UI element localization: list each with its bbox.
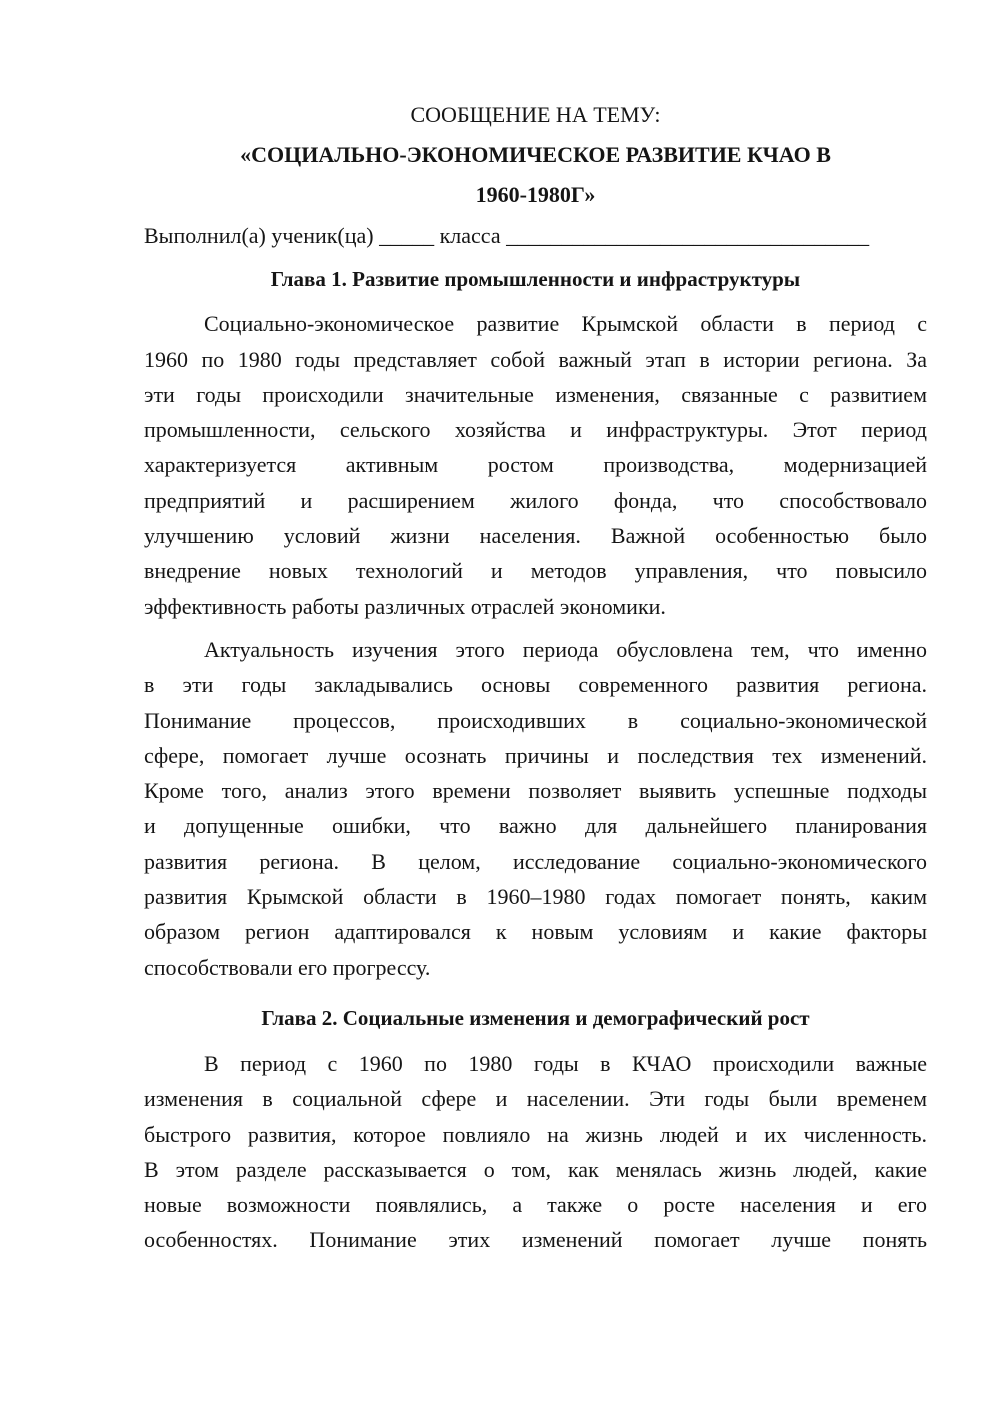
paragraph-line: особенностях. Понимание этих изменений помогает лучше понять [144, 1227, 927, 1253]
paragraph-line: Кроме того, анализ этого времени позволяет выявить успешные подходы [144, 778, 927, 804]
report-topic-line: «СОЦИАЛЬНО-ЭКОНОМИЧЕСКОЕ РАЗВИТИЕ КЧАО В [240, 142, 831, 167]
paragraph-line: предприятий и расширением жилого фонда, что способствовало [144, 487, 927, 513]
chapter-1-paragraph-1 [144, 306, 927, 624]
paragraph-line: быстрого развития, которое повлияло на жизнь людей и их численность. [144, 1121, 927, 1147]
chapter-1-paragraph-2 [144, 632, 927, 985]
paragraph-line: эффективность работы различных отраслей экономики. [144, 593, 666, 619]
paragraph-line: развития Крымской области в 1960–1980 годах помогает понять, каким [144, 884, 927, 910]
chapter-2-paragraph-1 [144, 1046, 927, 1258]
document-content [144, 95, 927, 1258]
student-signature-line: Выполнил(а) ученик(ца) _____ класса _________________________________ [144, 223, 870, 248]
paragraph-line: Актуальность изучения этого периода обусловлена тем, что именно [204, 636, 927, 662]
paragraph-line: образом регион адаптировался к новым условиям и какие факторы [144, 919, 927, 945]
paragraph-line: сфере, помогает лучше осознать причины и последствия тех изменений. [144, 742, 927, 768]
paragraph-line: способствовали его прогрессу. [144, 954, 431, 980]
chapter-2-heading: Глава 2. Социальные изменения и демографический рост [261, 1005, 810, 1030]
paragraph-line: улучшению условий жизни населения. Важной особенностью было [144, 523, 927, 549]
paragraph-line: Социально-экономическое развитие Крымской области в период с [204, 311, 927, 337]
paragraph-line: В этом разделе рассказывается о том, как менялась жизнь людей, какие [144, 1156, 927, 1182]
paragraph-line: изменения в социальной сфере и населении. Эти годы были временем [144, 1086, 927, 1112]
paragraph-line: Понимание процессов, происходивших в социально-экономической [144, 707, 927, 733]
paragraph-line: в эти годы закладывались основы современного развития региона. [144, 672, 927, 698]
paragraph-line: новые возможности появлялись, а также о росте населения и его [144, 1192, 927, 1218]
paragraph-line: характеризуется активным ростом производства, модернизацией [144, 452, 927, 478]
paragraph-line: В период с 1960 по 1980 годы в КЧАО происходили важные [204, 1050, 927, 1076]
paragraph-line: и допущенные ошибки, что важно для дальнейшего планирования [144, 813, 927, 839]
paragraph-line: 1960 по 1980 годы представляет собой важный этап в истории региона. За [144, 346, 927, 372]
report-period-line: 1960-1980Г» [475, 182, 596, 207]
chapter-1-heading: Глава 1. Развитие промышленности и инфраструктуры [270, 267, 801, 292]
paragraph-line: эти годы происходили значительные изменения, связанные с развитием [144, 381, 927, 407]
paragraph-line: внедрение новых технологий и методов управления, что повысило [144, 558, 927, 584]
report-title-line: СООБЩЕНИЕ НА ТЕМУ: [410, 102, 661, 127]
paragraph-line: развития региона. В целом, исследование социально-экономического [144, 848, 927, 874]
paragraph-line: промышленности, сельского хозяйства и инфраструктуры. Этот период [144, 417, 927, 443]
